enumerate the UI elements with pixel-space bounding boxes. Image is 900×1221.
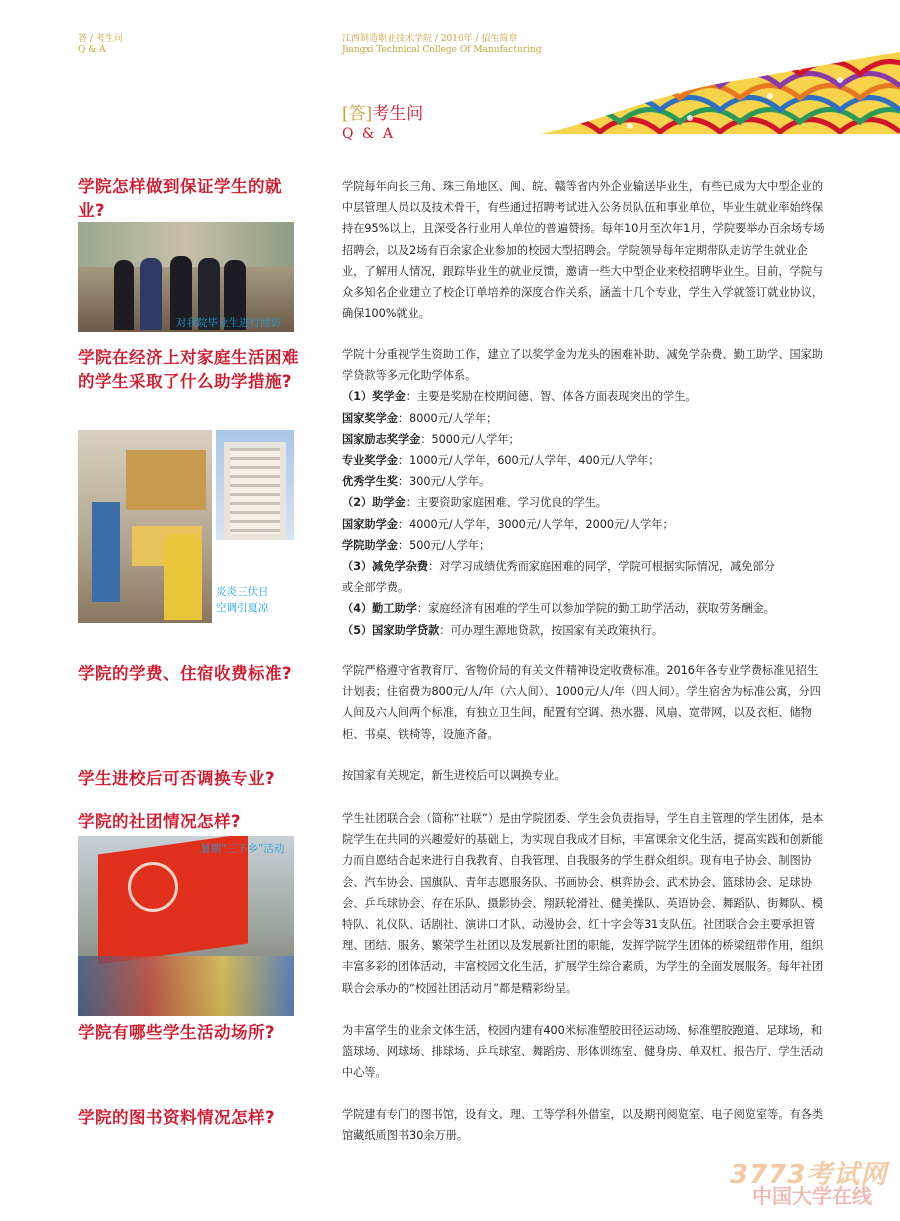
question-7: 学院的图书资料情况怎样? xyxy=(78,1108,276,1127)
photo-caption-2: 空调引夏凉 xyxy=(216,602,269,614)
photo-caption: 暑期“三下乡”活动 xyxy=(200,843,285,855)
question-4: 学生进校后可否调换专业? xyxy=(78,769,276,788)
question-3: 学院的学费、住宿收费标准? xyxy=(78,664,293,683)
answer-2-intro: 学院十分重视学生资助工作，建立了以奖学金为龙头的困难补助、减免学杂费、勤工助学、国家助学贷款等多元化助学体系。 xyxy=(342,348,824,383)
aid-item-9: （3）减免学杂费：对学习成绩优秀而家庭困难的同学，学院可根据实际情况，减免部分 xyxy=(342,560,775,574)
aid-item-6: （2）助学金：主要资助家庭困难、学习优良的学生。 xyxy=(342,496,608,510)
photo-caption-1: 炎炎三伏日 xyxy=(216,586,269,598)
answer-1: 学院每年向长三角、珠三角地区、闽、皖、赣等省内外企业输送毕业生，有些已成为大中型企业的中层管理人员以及技术骨干，有些通过招聘考试进入公务员队伍和事业单位，毕业生就业率始终保持在95%以上，且深受各行业用人单位的普遍赞扬。每年10月至次年1月，学院要举办百余场专场招聘会，以及2场有百余家企业参加的校园大型招聘会。学院领导每年定期带队走访学生就业企业，了解用人情况，跟踪毕业生的就业反馈，邀请一些大中型企业来校招聘毕业生。目前，学院与众多知名企业建立了校企订单培养的深度合作关系，涵盖十几个专业，学生入学就签订就业协议，确保100%就业。 xyxy=(342,180,825,321)
answer-4: 按国家有关规定，新生进校后可以调换专业。 xyxy=(342,769,566,782)
section-bracket: [答] xyxy=(342,104,373,124)
photo-caption: 对我院毕业生进行回访 xyxy=(176,317,281,329)
answer-6: 为丰富学生的业余文体生活，校园内建有400米标准塑胶田径运动场、标准塑胶跑道、足球场，和篮球场、网球场、排球场、乒乓球室、舞蹈房、形体训练室、健身房、单双杠、报告厅、学生活动中心等。 xyxy=(342,1024,824,1080)
section-en: Q & A xyxy=(342,126,395,142)
aid-item-10: （4）勤工助学：家庭经济有困难的学生可以参加学院的勤工助学活动，获取劳务酬金。 xyxy=(342,602,775,616)
photo-dorm-building xyxy=(216,430,294,540)
header-mid-en: Jiangxi Technical College Of Manufacturing xyxy=(342,45,542,55)
question-2: 学院在经济上对家庭生活困难的学生采取了什么助学措施? xyxy=(78,348,299,391)
aid-item-8: 学院助学金：500元/人学年； xyxy=(342,538,491,552)
aid-item-3: 国家励志奖学金：5000元/人学年； xyxy=(342,432,520,446)
watermark-3773: 3773考试网 xyxy=(730,1160,888,1190)
header-left-en: Q & A xyxy=(78,45,106,55)
answer-5: 学生社团联合会（简称“社联”）是由学院团委、学生会负责指导，学生自主管理的学生团体，是本院学生在共同的兴趣爱好的基础上，为实现自我成才目标，丰富课余文化生活，提高实践和创新能力而自愿结合起来进行自我教育、自我管理、自我服务的学生群众组织。现有电子协会、制图协会、汽车协会、国旗队、青年志愿服务队、书画协会、棋弈协会、武术协会、篮球协会、足球协会、乒乓球协会、存在乐队、摄影协会、翔跃轮滑社、健美操队、英语协会、舞蹈队、街舞队、模特队、礼仪队、话剧社、演讲口才队、动漫协会、红十字会等31支队伍。社团联合会主要承担管理、团结、服务、繁荣学生社团以及发展新社团的职能，发挥学院学生团体的桥梁纽带作用，组织丰富多彩的团体活动，丰富校园文化生活，扩展学生综合素质，为学生的全面发展服务。每年社团联合会承办的“校园社团活动月”都是精彩纷呈。 xyxy=(342,812,824,995)
photo-volunteer-activity xyxy=(78,836,294,1016)
aid-item-9b: 或全部学费。 xyxy=(342,581,410,595)
aid-item-4: 专业奖学金：1000元/人学年，600元/人学年，400元/人学年； xyxy=(342,454,660,468)
answer-2 xyxy=(342,344,828,641)
photo-employment-visit xyxy=(78,222,294,332)
watermark-cuo: 中国大学在线 xyxy=(752,1184,872,1208)
aid-item-2: 国家奖学金：8000元/人学年； xyxy=(342,411,498,425)
answer-3: 学院严格遵守省教育厅、省物价局的有关文件精神设定收费标准。2016年各专业学费标准见招生计划表；住宿费为800元/人/年（六人间）、1000元/人/年（四人间）。学生宿舍为标准公寓，分四人间及六人间两个标准，有独立卫生间，配置有空调、热水器、风扇、宽带网，以及衣柜、储物柜、书桌、铁椅等，设施齐备。 xyxy=(342,664,821,741)
question-6: 学院有哪些学生活动场所? xyxy=(78,1023,276,1042)
photo-dormitory xyxy=(78,430,212,623)
aid-item-5: 优秀学生奖：300元/人学年。 xyxy=(342,475,491,489)
question-5: 学院的社团情况怎样? xyxy=(78,812,242,831)
section-title xyxy=(342,104,423,124)
wave-decoration xyxy=(540,52,900,134)
section-title-text: 考生问 xyxy=(372,104,424,124)
aid-item-7: 国家助学金：4000元/人学年，3000元/人学年，2000元/人学年； xyxy=(342,517,674,531)
header-left-cn: 答 / 考生问 xyxy=(78,34,123,44)
aid-item-11: （5）国家助学贷款：可办理生源地贷款，按国家有关政策执行。 xyxy=(342,623,664,637)
aid-item-1: （1）奖学金：主要是奖励在校期间德、智、体各方面表现突出的学生。 xyxy=(342,390,697,404)
answer-7: 学院建有专门的图书馆，设有文、理、工等学科外借室，以及期刊阅览室、电子阅览室等。有各类馆藏纸质图书30余万册。 xyxy=(342,1108,824,1143)
header-mid-cn: 江西制造职业技术学院 / 2016年 / 招生简章 xyxy=(342,34,518,44)
question-1: 学院怎样做到保证学生的就业? xyxy=(78,177,282,220)
